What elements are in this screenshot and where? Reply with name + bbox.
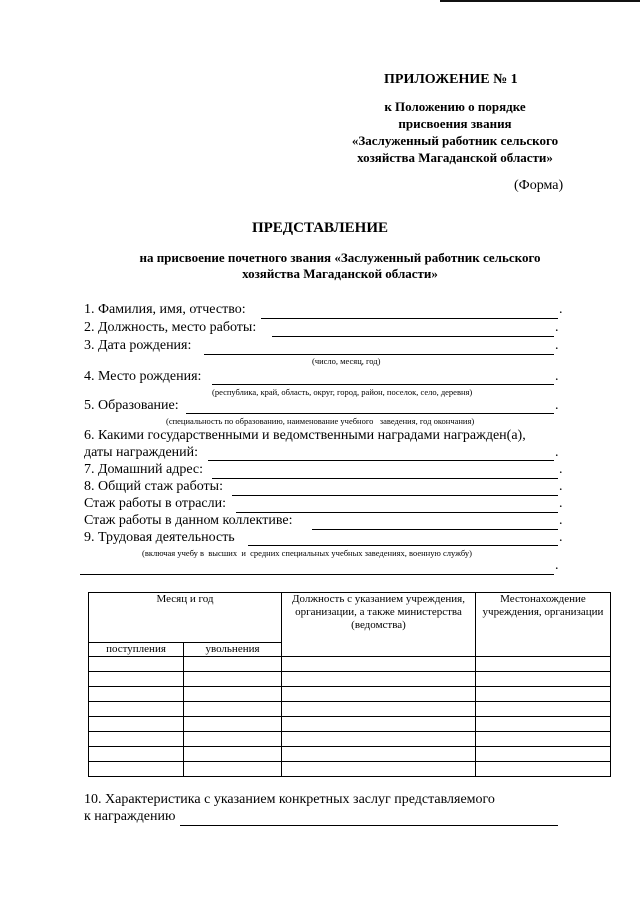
field-end-dot: . (559, 530, 563, 545)
table-row (89, 732, 611, 747)
work-history-line-2[interactable] (80, 574, 554, 575)
address-line[interactable] (212, 478, 558, 479)
table-cell[interactable] (476, 672, 611, 687)
table-cell[interactable] (184, 762, 282, 777)
column-header-position: Должность с указанием учреждения, организации, а также министерства (ведомства) (282, 593, 476, 657)
position-line[interactable] (272, 336, 554, 337)
field-end-dot: . (555, 369, 559, 384)
ref-line: хозяйства Магаданской области» (357, 150, 553, 165)
table-cell[interactable] (184, 672, 282, 687)
table-cell[interactable] (476, 762, 611, 777)
field-end-dot: . (555, 398, 559, 413)
table-cell[interactable] (89, 657, 184, 672)
field-end-dot: . (555, 320, 559, 335)
field-awards-dates-label: даты награждений: (84, 445, 199, 460)
table-cell[interactable] (282, 657, 476, 672)
table-cell[interactable] (89, 747, 184, 762)
table-cell[interactable] (89, 717, 184, 732)
table-cell[interactable] (282, 702, 476, 717)
subheader-start: поступления (89, 643, 184, 657)
table-row (89, 657, 611, 672)
table-cell[interactable] (476, 747, 611, 762)
field-team-experience-label: Стаж работы в данном коллективе: (84, 513, 293, 528)
field-industry-experience-label: Стаж работы в отрасли: (84, 496, 227, 511)
table-row (89, 762, 611, 777)
field-end-dot: . (559, 496, 563, 511)
table-cell[interactable] (89, 762, 184, 777)
table-cell[interactable] (184, 657, 282, 672)
appendix-title: ПРИЛОЖЕНИЕ № 1 (384, 72, 518, 87)
field-end-dot: . (559, 479, 563, 494)
field-work-history-label: 9. Трудовая деятельность (84, 530, 235, 545)
full-name-line[interactable] (261, 318, 558, 319)
field-end-dot: . (555, 338, 559, 353)
team-experience-line[interactable] (312, 529, 558, 530)
subtitle-line: хозяйства Магаданской области» (242, 266, 438, 281)
field-end-dot: . (555, 445, 559, 460)
table-cell[interactable] (476, 732, 611, 747)
birth-place-hint: (республика, край, область, округ, город, район, поселок, село, деревня) (212, 387, 473, 397)
field-end-dot: . (559, 462, 563, 477)
table-cell[interactable] (282, 762, 476, 777)
field-characteristics-label: 10. Характеристика с указанием конкретных заслуг представляемого (84, 792, 495, 807)
regulation-reference (320, 98, 590, 166)
table-cell[interactable] (282, 732, 476, 747)
table-cell[interactable] (89, 672, 184, 687)
document-title: ПРЕДСТАВЛЕНИЕ (251, 220, 389, 236)
table-row (89, 702, 611, 717)
table-cell[interactable] (89, 702, 184, 717)
table-row (89, 687, 611, 702)
field-birth-date-label: 3. Дата рождения: (84, 338, 192, 353)
subheader-end: увольнения (184, 643, 282, 657)
work-history-line[interactable] (248, 545, 558, 546)
field-end-dot: . (559, 302, 563, 317)
subtitle-line: на присвоение почетного звания «Заслуженный работник сельского (139, 250, 541, 265)
table-cell[interactable] (89, 687, 184, 702)
work-history-hint: (включая учебу в высших и средних специальных учебных заведениях, военную службу) (142, 548, 472, 558)
field-address-label: 7. Домашний адрес: (84, 462, 204, 477)
total-experience-line[interactable] (232, 495, 558, 496)
table-cell[interactable] (184, 702, 282, 717)
field-education-label: 5. Образование: (84, 398, 179, 413)
table-cell[interactable] (184, 747, 282, 762)
field-awards-label: 6. Какими государственными и ведомственными наградами награжден(а), (84, 428, 526, 443)
education-line[interactable] (186, 413, 554, 414)
table-cell[interactable] (184, 717, 282, 732)
ref-line: присвоения звания (398, 116, 512, 131)
table-cell[interactable] (282, 717, 476, 732)
document-subtitle (60, 250, 620, 282)
field-position-label: 2. Должность, место работы: (84, 320, 257, 335)
table-cell[interactable] (476, 687, 611, 702)
scan-edge-line (440, 0, 640, 2)
form-note: (Форма) (514, 178, 564, 193)
table-cell[interactable] (476, 717, 611, 732)
table-row (89, 747, 611, 762)
field-total-experience-label: 8. Общий стаж работы: (84, 479, 223, 494)
table-cell[interactable] (476, 702, 611, 717)
table-cell[interactable] (282, 672, 476, 687)
table-cell[interactable] (184, 687, 282, 702)
table-row (89, 672, 611, 687)
table-cell[interactable] (89, 732, 184, 747)
table-cell[interactable] (476, 657, 611, 672)
birth-place-line[interactable] (212, 384, 554, 385)
table-cell[interactable] (282, 687, 476, 702)
table-cell[interactable] (184, 732, 282, 747)
field-characteristics-award-label: к награждению (84, 809, 176, 824)
field-birth-place-label: 4. Место рождения: (84, 369, 202, 384)
table-cell[interactable] (282, 747, 476, 762)
table-row (89, 717, 611, 732)
awards-line[interactable] (208, 460, 554, 461)
birth-date-hint: (число, месяц, год) (312, 356, 381, 366)
field-end-dot: . (559, 513, 563, 528)
field-full-name-label: 1. Фамилия, имя, отчество: (84, 302, 246, 317)
education-hint: (специальность по образованию, наименование учебного заведения, год окончания) (166, 416, 475, 426)
column-header-location: Местонахождение учреждения, организации (476, 593, 611, 657)
work-history-table (88, 592, 611, 777)
birth-date-line[interactable] (204, 354, 554, 355)
characteristics-line[interactable] (180, 825, 558, 826)
column-header-month-year: Месяц и год (89, 593, 282, 643)
ref-line: к Положению о порядке (384, 99, 526, 114)
field-end-dot: . (555, 558, 559, 573)
ref-line: «Заслуженный работник сельского (351, 133, 559, 148)
